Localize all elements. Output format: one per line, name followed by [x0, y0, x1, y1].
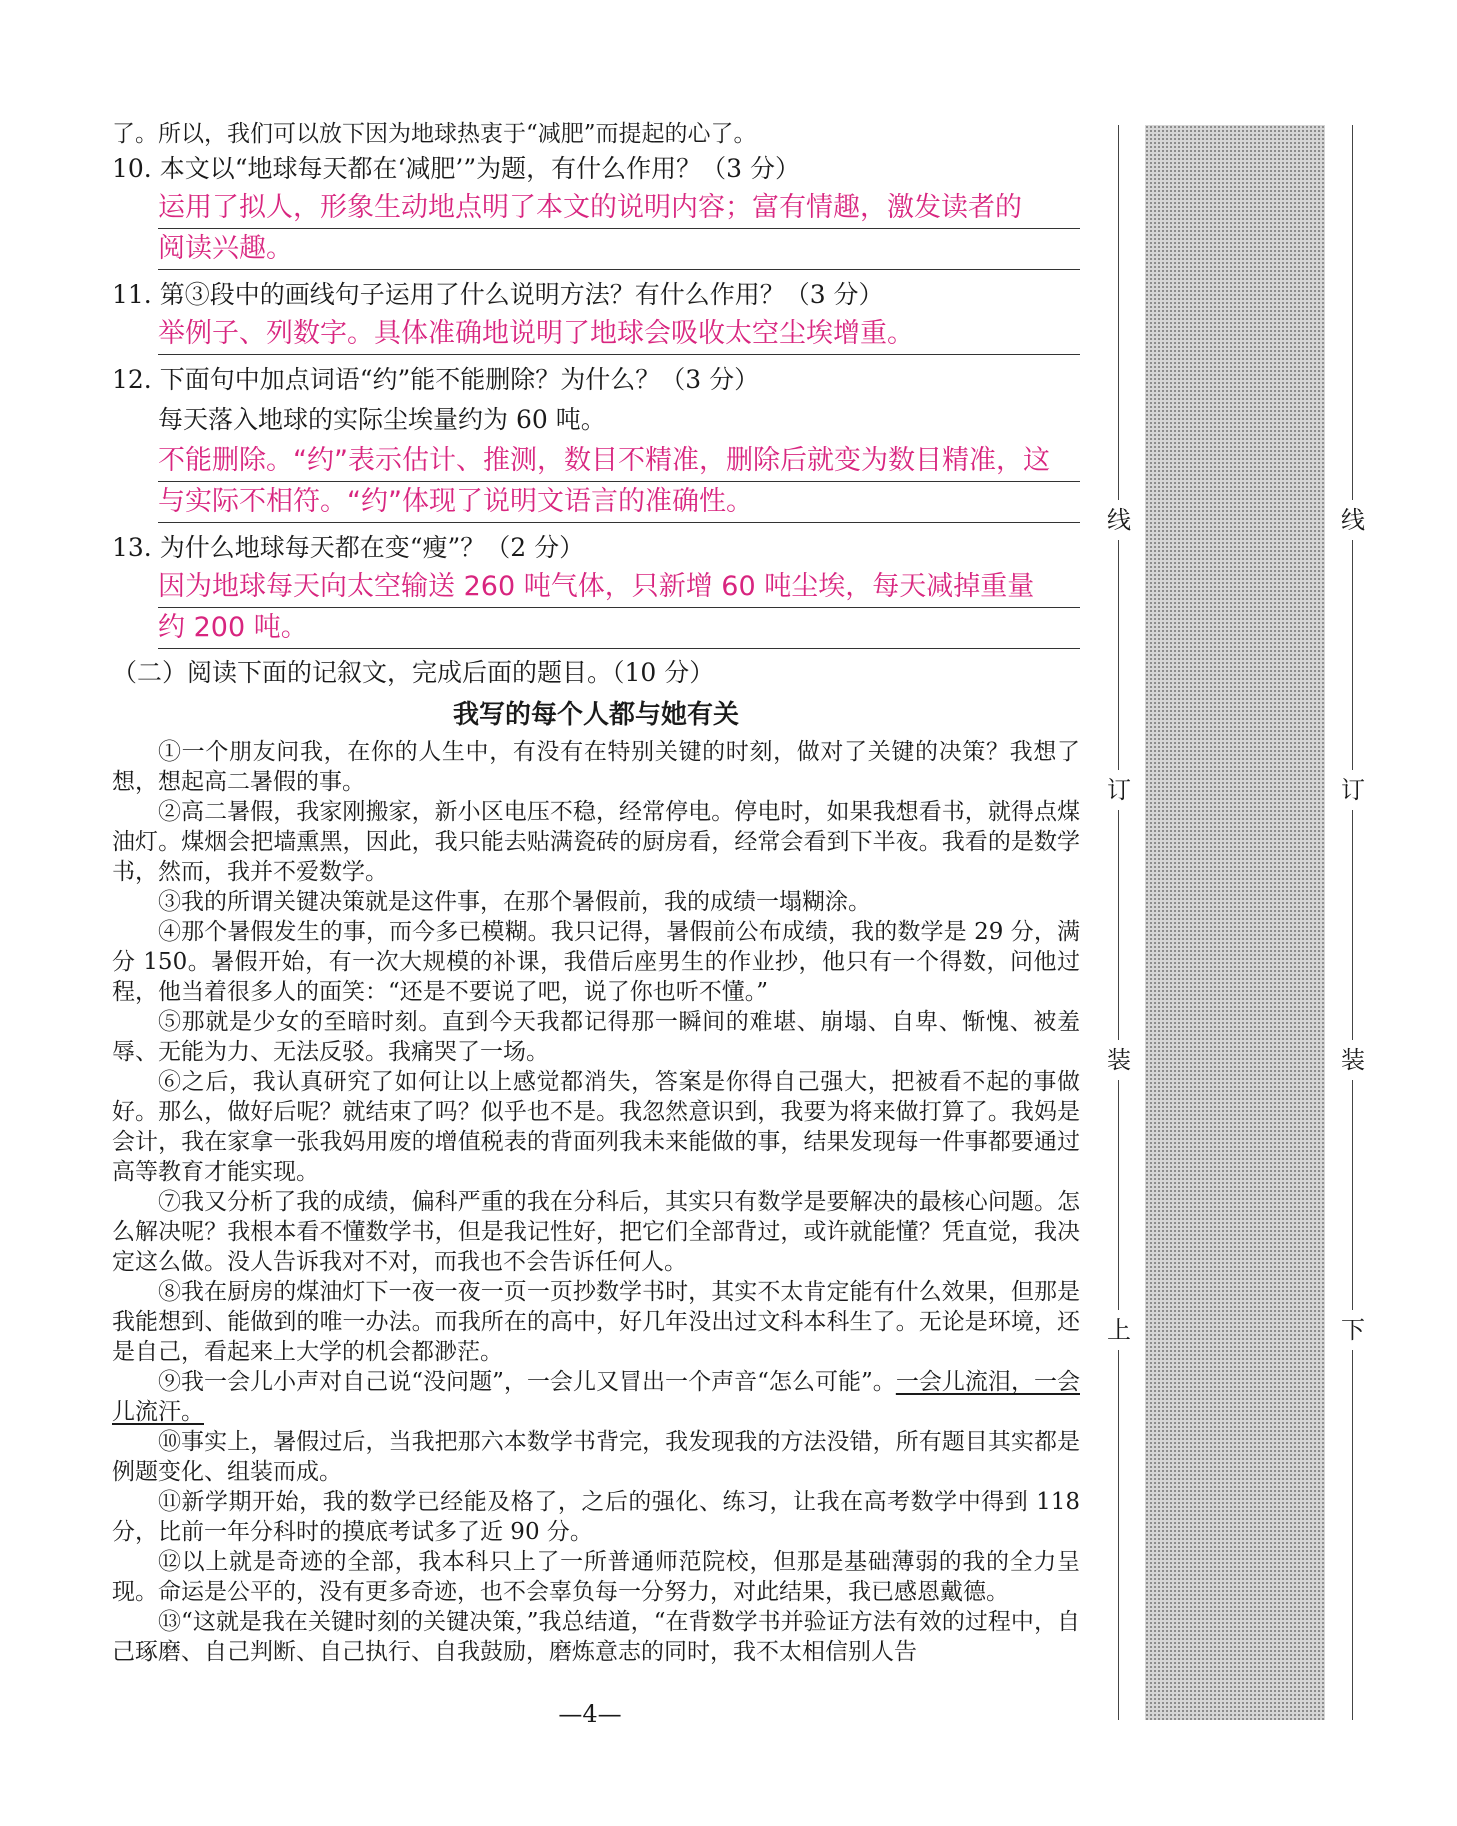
article-paragraph-12: ⑫以上就是奇迹的全部，我本科只上了一所普通师范院校，但那是基础薄弱的我的全力呈现。命运是公平的，没有更多奇迹，也不会辜负每一分努力，对此结果，我已感恩戴德。 [112, 1549, 1080, 1605]
answer-12-line-1: 不能删除。“约”表示估计、推测，数目不精准，删除后就变为数目精准，这 [158, 441, 1080, 482]
article-paragraph-13: ⑬“这就是我在关键时刻的关键决策，”我总结道，“在背数学书并验证方法有效的过程中，自己琢磨、自己判断、自己执行、自我鼓励，磨炼意志的同时，我不太相信别人告 [112, 1609, 1080, 1665]
answer-13-line-1: 因为地球每天向太空输送 260 吨气体，只新增 60 吨尘埃，每天减掉重量 [158, 567, 1080, 608]
question-12-sentence: 每天落入地球的实际尘埃量约为 60 吨。 [158, 405, 606, 434]
binding-mark-right-4: 下 [1333, 1310, 1373, 1350]
article-paragraph-1: ①一个朋友问我，在你的人生中，有没有在特别关键的时刻，做对了关键的决策？我想了想，想起高二暑假的事。 [112, 739, 1080, 795]
article-paragraph-5: ⑤那就是少女的至暗时刻。直到今天我都记得那一瞬间的难堪、崩塌、自卑、惭愧、被羞辱、无能为力、无法反驳。我痛哭了一场。 [112, 1009, 1080, 1065]
exam-page [112, 118, 1080, 1667]
article-title: 我写的每个人都与她有关 [452, 700, 739, 730]
article-paragraph-10: ⑩事实上，暑假过后，当我把那六本数学书背完，我发现我的方法没错，所有题目其实都是例题变化、组装而成。 [112, 1429, 1080, 1485]
answer-11-line-1: 举例子、列数字。具体准确地说明了地球会吸收太空尘埃增重。 [158, 314, 1080, 355]
article-paragraph-2: ②高二暑假，我家刚搬家，新小区电压不稳，经常停电。停电时，如果我想看书，就得点煤油灯。煤烟会把墙熏黑，因此，我只能去贴满瓷砖的厨房看，经常会看到下半夜。我看的是数学书，然而，我并不爱数学。 [112, 799, 1080, 885]
binding-mark-right-1: 线 [1333, 500, 1373, 540]
question-12: 12. 下面句中加点词语“约”能不能删除？为什么？（3 分） [112, 365, 760, 394]
binding-line-left [1118, 125, 1119, 1720]
binding-mark-left-3: 装 [1099, 1040, 1139, 1080]
binding-mark-left-1: 线 [1099, 500, 1139, 540]
binding-mark-left-4: 上 [1099, 1310, 1139, 1350]
article-paragraph-6: ⑥之后，我认真研究了如何让以上感觉都消失，答案是你得自己强大，把被看不起的事做好。那么，做好后呢？就结束了吗？似乎也不是。我忽然意识到，我要为将来做打算了。我妈是会计，我在家拿一张我妈用废的增值税表的背面列我未来能做的事，结果发现每一件事都要通过高等教育才能实现。 [112, 1069, 1080, 1185]
answer-13-line-2: 约 200 吨。 [158, 608, 1080, 649]
article-paragraph-8: ⑧我在厨房的煤油灯下一夜一夜一页一页抄数学书时，其实不太肯定能有什么效果，但那是我能想到、能做到的唯一办法。而我所在的高中，好几年没出过文科本科生了。无论是环境，还是自己，看起来上大学的机会都渺茫。 [112, 1279, 1080, 1365]
binding-mark-right-3: 装 [1333, 1040, 1373, 1080]
question-11: 11. 第③段中的画线句子运用了什么说明方法？有什么作用？（3 分） [112, 280, 884, 309]
article-paragraph-9 [112, 1367, 1080, 1427]
question-13: 13. 为什么地球每天都在变“瘦”？（2 分） [112, 533, 585, 562]
binding-mark-right-2: 订 [1333, 770, 1373, 810]
binding-line-right [1352, 125, 1353, 1720]
answer-10-line-2: 阅读兴趣。 [158, 229, 1080, 270]
article-paragraph-7: ⑦我又分析了我的成绩，偏科严重的我在分科后，其实只有数学是要解决的最核心问题。怎么解决呢？我根本看不懂数学书，但是我记性好，把它们全部背过，或许就能懂？凭直觉，我决定这么做。没人告诉我对不对，而我也不会告诉任何人。 [112, 1189, 1080, 1275]
article-paragraph-9-underlined: 一会儿流泪，一会儿流汗。 [112, 1369, 1080, 1425]
answer-10-line-1: 运用了拟人，形象生动地点明了本文的说明内容；富有情趣，激发读者的 [158, 188, 1080, 229]
binding-mark-left-2: 订 [1099, 770, 1139, 810]
article-paragraph-9-text: ⑨我一会儿小声对自己说“没问题”，一会儿又冒出一个声音“怎么可能”。 [158, 1369, 896, 1395]
section-2-heading: （二）阅读下面的记叙文，完成后面的题目。（10 分） [112, 658, 715, 687]
answer-12-line-2: 与实际不相符。“约”体现了说明文语言的准确性。 [158, 482, 1080, 523]
article-paragraph-4: ④那个暑假发生的事，而今多已模糊。我只记得，暑假前公布成绩，我的数学是 29 分，满分 150。暑假开始，有一次大规模的补课，我借后座男生的作业抄，他只有一个得数，问他过程，他当着很多人的面笑：“还是不要说了吧，说了你也听不懂。” [112, 919, 1080, 1005]
article-paragraph-3: ③我的所谓关键决策就是这件事，在那个暑假前，我的成绩一塌糊涂。 [158, 889, 871, 915]
article-paragraph-11: ⑪新学期开始，我的数学已经能及格了，之后的强化、练习，让我在高考数学中得到 118 分，比前一年分科时的摸底考试多了近 90 分。 [112, 1489, 1080, 1545]
question-10: 10. 本文以“地球每天都在‘减肥’”为题，有什么作用？（3 分） [112, 154, 801, 183]
page-number: —4— [558, 1700, 622, 1728]
binding-dotted-strip [1145, 125, 1325, 1720]
question-intro-text: 了。所以，我们可以放下因为地球热衷于“减肥”而提起的心了。 [112, 121, 757, 147]
